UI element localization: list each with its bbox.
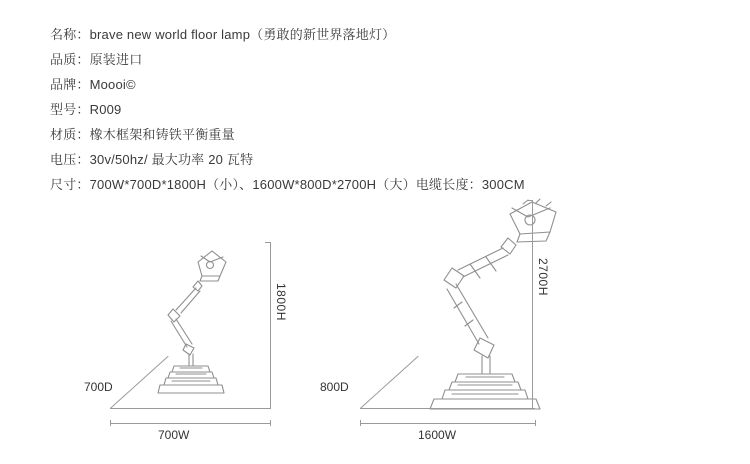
large-height-line <box>532 200 533 408</box>
small-height-bottom-tick <box>265 408 271 409</box>
small-width-line <box>110 423 270 424</box>
large-base-line <box>360 408 535 409</box>
dimension-diagrams <box>0 190 750 464</box>
spec-line-voltage: 电压：30v/50hz/ 最大功率 20 瓦特 <box>50 152 254 167</box>
large-height-top-tick <box>527 200 533 201</box>
large-width-label: 1600W <box>418 428 457 442</box>
spec-line-name: 名称：brave new world floor lamp（勇敢的新世界落地灯） <box>50 27 396 42</box>
small-width-right-tick <box>270 420 271 426</box>
spec-line-brand: 品牌：Moooi© <box>50 77 136 92</box>
small-width-left-tick <box>110 420 111 426</box>
spec-line-model: 型号：R009 <box>50 102 122 117</box>
spec-line-material: 材质：橡木框架和铸铁平衡重量 <box>50 127 235 142</box>
large-width-right-tick <box>535 420 536 426</box>
specification-list <box>50 22 710 197</box>
large-height-bottom-tick <box>527 408 533 409</box>
diagram-large-lamp <box>300 190 600 464</box>
large-height-label: 2700H <box>536 258 550 296</box>
spec-line-quality: 品质：原装进口 <box>50 52 143 67</box>
diagram-small-lamp <box>80 190 320 464</box>
small-lamp-illustration <box>140 248 260 413</box>
large-width-left-tick <box>360 420 361 426</box>
large-width-line <box>360 423 535 424</box>
small-base-line <box>110 408 270 409</box>
small-width-label: 700W <box>158 428 190 442</box>
spec-line-dimensions: 尺寸：700W*700D*1800H（小）、1600W*800D*2700H（大）电缆长度：300CM <box>50 177 525 192</box>
small-depth-label: 700D <box>84 380 113 394</box>
small-height-label: 1800H <box>274 283 288 321</box>
small-height-top-tick <box>265 242 271 243</box>
small-height-line <box>270 242 271 408</box>
large-depth-label: 800D <box>320 380 349 394</box>
